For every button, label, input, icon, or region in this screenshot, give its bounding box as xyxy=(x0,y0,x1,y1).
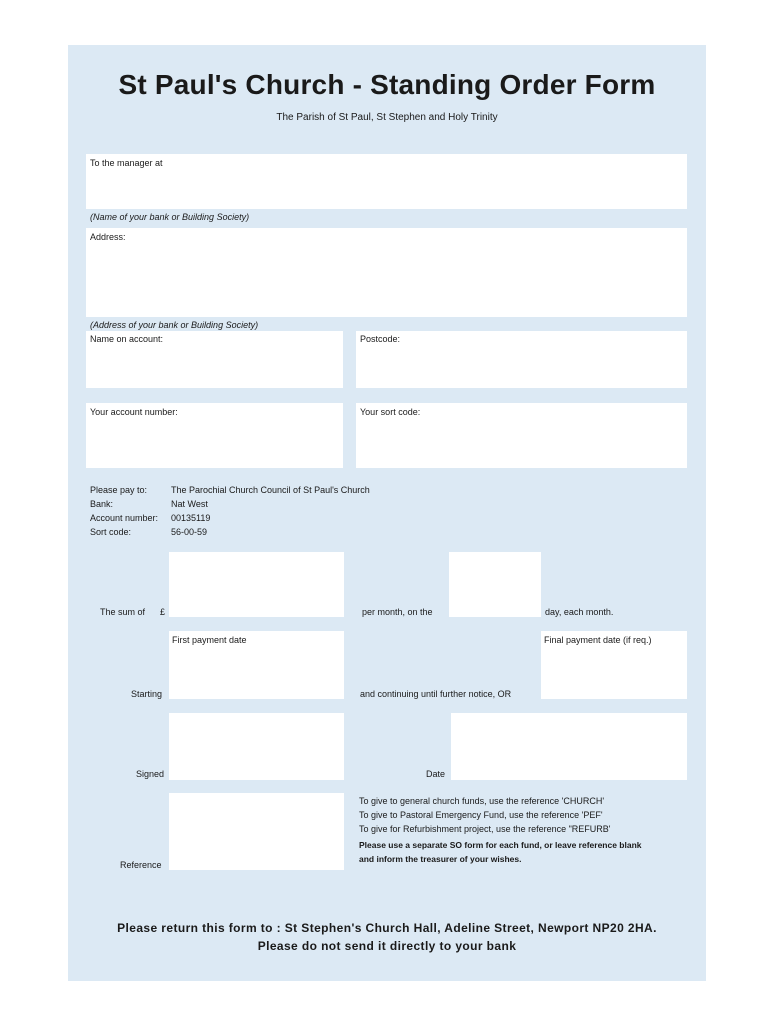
bank-value: Nat West xyxy=(171,499,208,509)
reference-instruction-1: Please use a separate SO form for each fund, or leave reference blank xyxy=(359,840,642,850)
continuing-label: and continuing until further notice, OR xyxy=(360,689,512,699)
postcode-field[interactable] xyxy=(356,331,687,388)
currency-symbol: £ xyxy=(160,607,166,617)
sort-value: 56-00-59 xyxy=(171,527,208,537)
sort-code-label: Your sort code: xyxy=(360,407,421,417)
name-on-account-label: Name on account: xyxy=(90,334,164,344)
signature-field[interactable] xyxy=(169,713,344,780)
standing-order-form xyxy=(68,45,706,981)
address-label: Address: xyxy=(90,232,126,242)
return-address: Please return this form to : St Stephen's Church Hall, Adeline Street, Newport NP20 2HA. xyxy=(117,921,657,935)
name-on-account-field[interactable] xyxy=(86,331,343,388)
day-label: day, each month. xyxy=(545,607,614,617)
account-number-field[interactable] xyxy=(86,403,343,468)
final-payment-label: Final payment date (if req.) xyxy=(544,635,652,645)
address-hint: (Address of your bank or Building Society) xyxy=(90,320,259,330)
do-not-send-note: Please do not send it directly to your bank xyxy=(257,939,517,953)
signed-label: Signed xyxy=(136,769,165,779)
form-title: St Paul's Church - Standing Order Form xyxy=(118,69,656,100)
pay-to-label: Please pay to: xyxy=(90,485,148,495)
account-label: Account number: xyxy=(90,513,159,523)
postcode-label: Postcode: xyxy=(360,334,401,344)
first-payment-date-field[interactable] xyxy=(169,631,344,699)
payment-day-field[interactable] xyxy=(449,552,541,617)
account-number-label: Your account number: xyxy=(90,407,178,417)
bank-name-label: To the manager at xyxy=(90,158,163,168)
form-subtitle: The Parish of St Paul, St Stephen and Holy Trinity xyxy=(276,112,498,123)
reference-note-church: To give to general church funds, use the reference 'CHURCH' xyxy=(359,796,605,806)
first-payment-label: First payment date xyxy=(172,635,247,645)
reference-note-pef: To give to Pastoral Emergency Fund, use the reference 'PEF' xyxy=(359,810,603,820)
reference-instruction-2: and inform the treasurer of your wishes. xyxy=(359,854,522,864)
bank-name-field[interactable] xyxy=(86,154,687,209)
date-label: Date xyxy=(426,769,446,779)
reference-field[interactable] xyxy=(169,793,344,870)
per-month-label: per month, on the xyxy=(362,607,433,617)
bank-address-field[interactable] xyxy=(86,228,687,317)
sort-code-field[interactable] xyxy=(356,403,687,468)
bank-label: Bank: xyxy=(90,499,114,509)
sort-label: Sort code: xyxy=(90,527,132,537)
signature-date-field[interactable] xyxy=(451,713,687,780)
sum-field[interactable] xyxy=(169,552,344,617)
bank-name-hint: (Name of your bank or Building Society) xyxy=(90,212,250,222)
reference-note-refurb: To give for Refurbishment project, use the reference "REFURB' xyxy=(359,824,611,834)
final-payment-date-field[interactable] xyxy=(541,631,687,699)
account-value: 00135119 xyxy=(171,513,211,523)
starting-label: Starting xyxy=(131,689,163,699)
pay-to-value: The Parochial Church Council of St Paul's Church xyxy=(171,485,370,495)
reference-label: Reference xyxy=(120,860,162,870)
sum-label: The sum of xyxy=(100,607,146,617)
